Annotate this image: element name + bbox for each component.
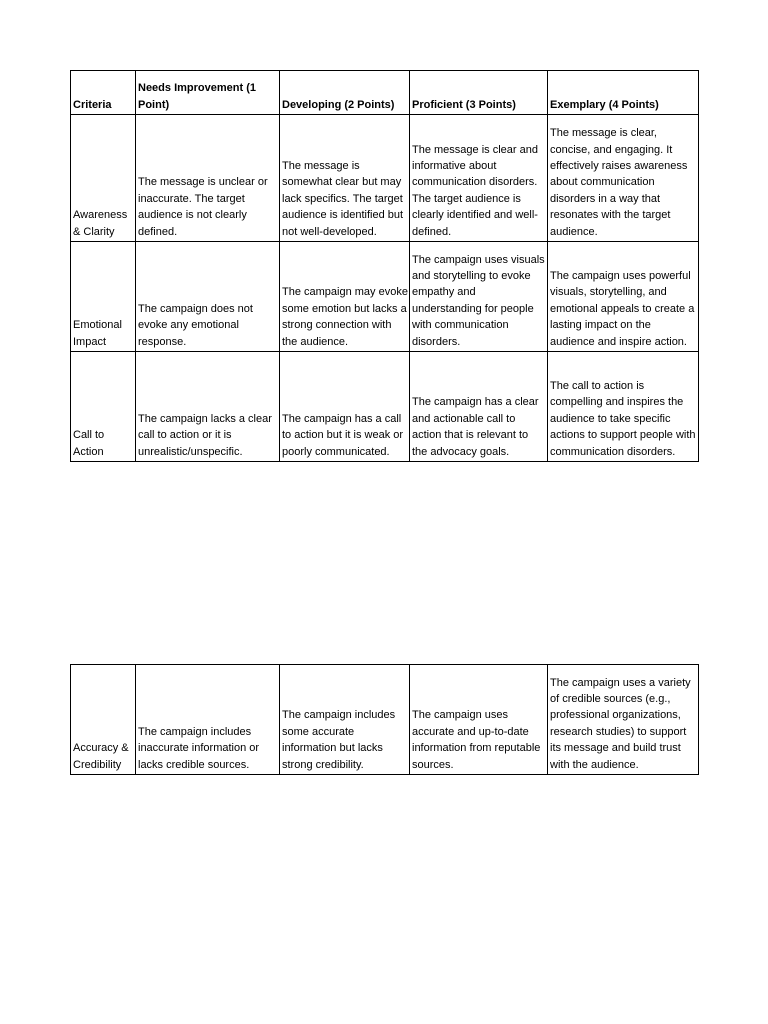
proficient-cell: The campaign uses accurate and up-to-date information from reputable sources. — [410, 665, 548, 775]
needs-improvement-cell: The campaign lacks a clear call to action or it is unrealistic/unspecific. — [136, 352, 280, 462]
developing-cell: The campaign may evoke some emotion but lacks a strong connection with the audience. — [280, 242, 410, 352]
criteria-cell: Emotional Impact — [71, 242, 136, 352]
rubric-table-continued — [70, 664, 699, 775]
developing-cell: The message is somewhat clear but may lack specifics. The target audience is identified but not well-developed. — [280, 115, 410, 242]
needs-improvement-cell: The campaign does not evoke any emotional response. — [136, 242, 280, 352]
table-header-row — [71, 71, 699, 115]
developing-cell: The campaign includes some accurate information but lacks strong credibility. — [280, 665, 410, 775]
table-row — [71, 352, 699, 462]
needs-improvement-cell: The campaign includes inaccurate information or lacks credible sources. — [136, 665, 280, 775]
table-row — [71, 665, 699, 775]
proficient-cell: The message is clear and informative about communication disorders. The target audience is clearly identified and well-defined. — [410, 115, 548, 242]
header-developing: Developing (2 Points) — [280, 71, 410, 115]
criteria-cell: Call to Action — [71, 352, 136, 462]
exemplary-cell: The call to action is compelling and inspires the audience to take specific actions to support people with communication disorders. — [548, 352, 699, 462]
header-needs-improvement: Needs Improvement (1 Point) — [136, 71, 280, 115]
criteria-cell: Awareness & Clarity — [71, 115, 136, 242]
proficient-cell: The campaign has a clear and actionable call to action that is relevant to the advocacy goals. — [410, 352, 548, 462]
exemplary-cell: The message is clear, concise, and engaging. It effectively raises awareness about communication disorders in a way that resonates with the target audience. — [548, 115, 699, 242]
table-row — [71, 242, 699, 352]
criteria-cell: Accuracy & Credibility — [71, 665, 136, 775]
rubric-table — [70, 70, 699, 462]
header-proficient: Proficient (3 Points) — [410, 71, 548, 115]
header-exemplary: Exemplary (4 Points) — [548, 71, 699, 115]
exemplary-cell: The campaign uses a variety of credible sources (e.g., professional organizations, research studies) to support its message and build trust with the audience. — [548, 665, 699, 775]
needs-improvement-cell: The message is unclear or inaccurate. The target audience is not clearly defined. — [136, 115, 280, 242]
developing-cell: The campaign has a call to action but it is weak or poorly communicated. — [280, 352, 410, 462]
table-row — [71, 115, 699, 242]
exemplary-cell: The campaign uses powerful visuals, storytelling, and emotional appeals to create a lasting impact on the audience and inspire action. — [548, 242, 699, 352]
header-criteria: Criteria — [71, 71, 136, 115]
proficient-cell: The campaign uses visuals and storytelling to evoke empathy and understanding for people with communication disorders. — [410, 242, 548, 352]
